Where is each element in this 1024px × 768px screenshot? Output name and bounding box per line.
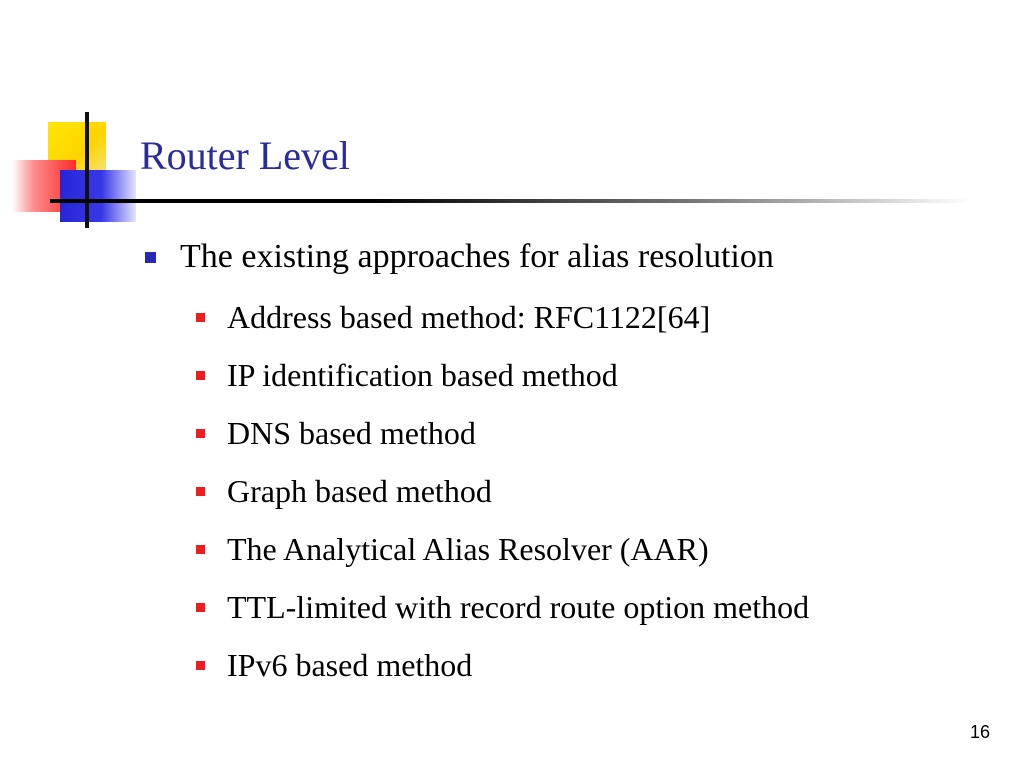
sub-bullet-item bbox=[196, 404, 809, 462]
page-number: 16 bbox=[969, 722, 990, 742]
square-bullet-icon bbox=[196, 661, 205, 670]
sub-bullet-text: IP identification based method bbox=[227, 356, 618, 393]
square-bullet-icon bbox=[196, 603, 205, 612]
sub-bullet-item bbox=[196, 288, 809, 346]
sub-bullet-text: IPv6 based method bbox=[227, 646, 473, 683]
sub-bullet-text: DNS based method bbox=[227, 414, 476, 451]
sub-bullet-item bbox=[196, 462, 809, 520]
sub-bullet-text: TTL-limited with record route option method bbox=[227, 588, 810, 625]
main-bullet-text: The existing approaches for alias resolution bbox=[180, 238, 774, 275]
title-underline bbox=[50, 199, 970, 203]
square-bullet-icon bbox=[145, 252, 156, 263]
sub-bullet-text: Graph based method bbox=[227, 472, 492, 509]
sub-bullet-item bbox=[196, 520, 809, 578]
sub-bullet-text: Address based method: RFC1122[64] bbox=[227, 298, 711, 335]
sub-bullet-item bbox=[196, 346, 809, 404]
blue-square-decoration bbox=[60, 170, 136, 222]
main-bullet-item bbox=[145, 238, 774, 276]
sub-bullet-text: The Analytical Alias Resolver (AAR) bbox=[227, 530, 709, 567]
sub-bullet-list bbox=[196, 288, 809, 694]
vertical-rule bbox=[85, 112, 89, 228]
square-bullet-icon bbox=[196, 429, 205, 438]
square-bullet-icon bbox=[196, 313, 205, 322]
sub-bullet-item bbox=[196, 578, 809, 636]
sub-bullet-item bbox=[196, 636, 809, 694]
square-bullet-icon bbox=[196, 545, 205, 554]
square-bullet-icon bbox=[196, 487, 205, 496]
square-bullet-icon bbox=[196, 371, 205, 380]
slide-title: Router Level bbox=[140, 133, 350, 178]
